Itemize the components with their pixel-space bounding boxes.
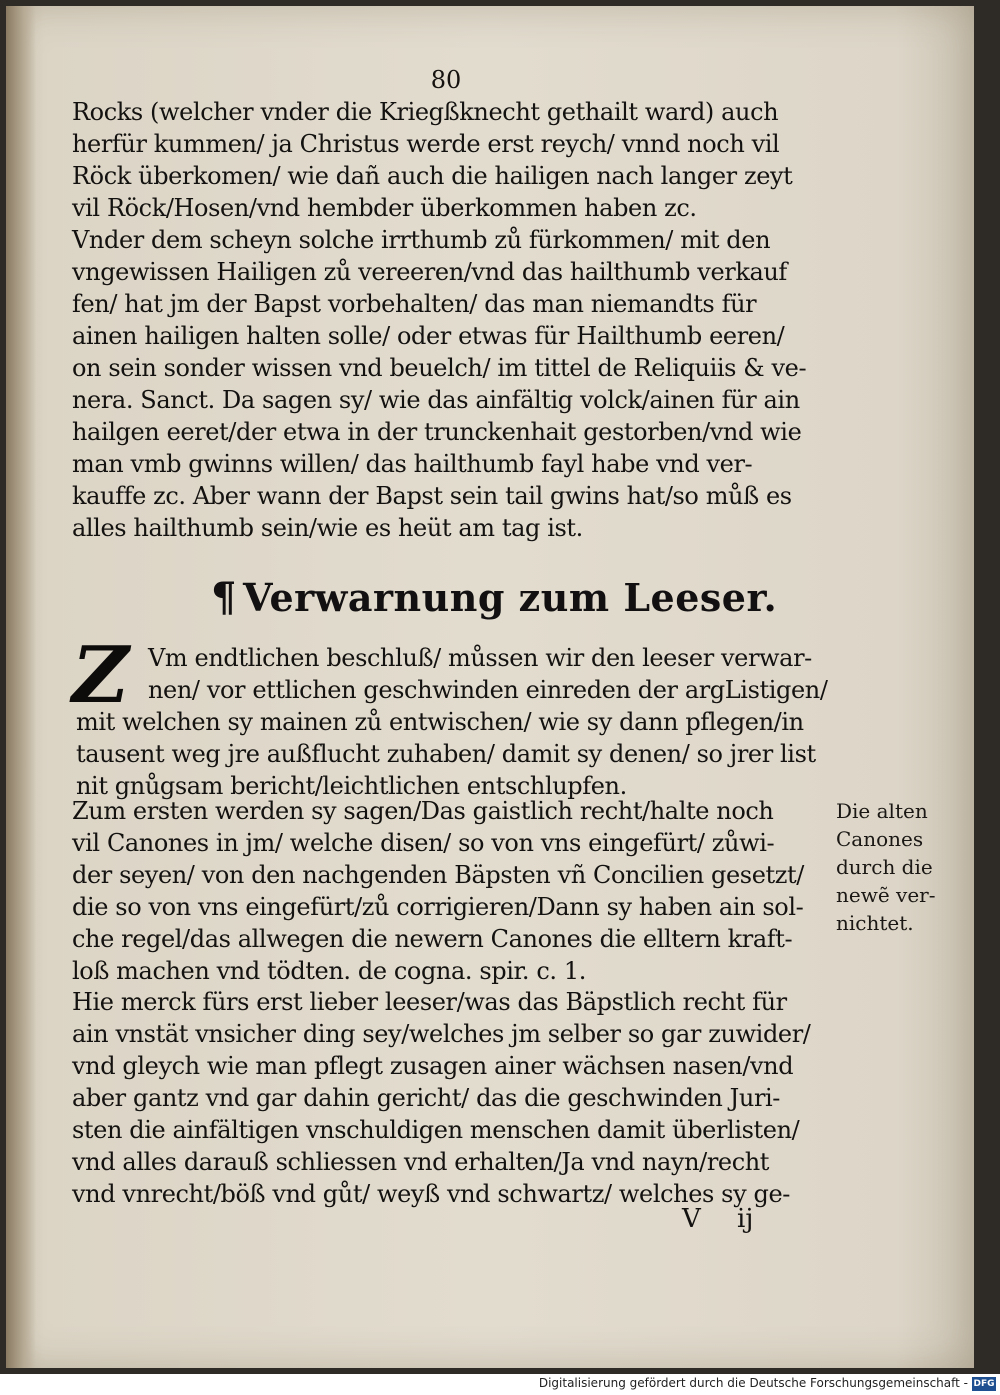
marginal-note-line: durch die xyxy=(836,855,933,879)
page-number: 80 xyxy=(430,66,462,94)
digitization-footer xyxy=(0,1374,1000,1395)
marginal-note xyxy=(836,797,976,937)
paragraph-1 xyxy=(72,96,832,224)
text-line: Vnder dem scheyn solche irrthumb zů fürkommen/ mit den xyxy=(72,226,771,254)
paragraph-5 xyxy=(72,986,832,1210)
text-line: herfür kummen/ ja Christus werde erst reych/ vnnd noch vil xyxy=(72,130,780,158)
text-line: ain vnstät vnsicher ding sey/welches jm selber so gar zuwider/ xyxy=(72,1020,811,1048)
text-line: nen/ vor ettlichen geschwinden einreden der argListigen/ xyxy=(148,676,828,704)
text-line: sten die ainfältigen vnschuldigen menschen damit überlisten/ xyxy=(72,1116,800,1144)
text-line: che regel/das allwegen die newern Canones die elltern kraft- xyxy=(72,925,793,953)
text-line: mit welchen sy mainen zů entwischen/ wie sy dann pflegen/in xyxy=(76,708,804,736)
marginal-note-line: nichtet. xyxy=(836,911,914,935)
text-line: aber gantz vnd gar dahin gericht/ das die geschwinden Juri- xyxy=(72,1084,781,1112)
text-line: Zum ersten werden sy sagen/Das gaistlich recht/halte noch xyxy=(72,797,774,825)
marginal-note-line: newẽ ver- xyxy=(836,883,936,907)
drop-cap-initial: Z xyxy=(72,630,129,721)
marginal-note-line: Die alten xyxy=(836,799,928,823)
text-line: on sein sonder wissen vnd beuelch/ im tittel de Reliquiis & ve- xyxy=(72,354,807,382)
text-line: vnd alles darauß schliessen vnd erhalten/Ja vnd nayn/recht xyxy=(72,1148,770,1176)
text-line: Röck überkomen/ wie dañ auch die hailigen nach langer zeyt xyxy=(72,162,793,190)
signature-mark: V ij xyxy=(682,1204,754,1234)
text-line: hailgen eeret/der etwa in der trunckenhait gestorben/vnd wie xyxy=(72,418,802,446)
text-line: vngewissen Hailigen zů vereeren/vnd das hailthumb verkauf xyxy=(72,258,787,286)
text-line: vnd vnrecht/böß vnd gůt/ weyß vnd schwartz/ welches sy ge- xyxy=(72,1180,790,1208)
text-line: Vm endtlichen beschluß/ můssen wir den leeser verwar- xyxy=(148,644,812,672)
page-spine-shadow xyxy=(6,6,36,1368)
text-line: tausent weg jre außflucht zuhaben/ damit sy denen/ so jrer list xyxy=(76,740,816,768)
text-line: fen/ hat jm der Bapst vorbehalten/ das man niemandts für xyxy=(72,290,757,318)
text-line: ainen hailigen halten solle/ oder etwas für Hailthumb eeren/ xyxy=(72,322,785,350)
text-line: vil Canones in jm/ welche disen/ so von vns eingefürt/ zůwi- xyxy=(72,829,775,857)
pilcrow-icon: ¶ xyxy=(211,574,237,621)
dfg-logo-icon: DFG xyxy=(973,1379,995,1389)
text-line: alles hailthumb sein/wie es heüt am tag ist. xyxy=(72,514,583,542)
paragraph-2 xyxy=(72,224,832,544)
text-line: loß machen vnd tödten. de cogna. spir. c. 1. xyxy=(72,957,586,985)
section-heading-text: Verwarnung zum Leeser. xyxy=(242,575,778,620)
text-line: Hie merck fürs erst lieber leeser/was das Bäpstlich recht für xyxy=(72,988,787,1016)
book-page xyxy=(6,6,974,1368)
footer-credit-text: Digitalisierung gefördert durch die Deutsche Forschungsgemeinschaft - xyxy=(538,1376,968,1390)
text-line: Rocks (welcher vnder die Kriegßknecht gethailt ward) auch xyxy=(72,98,779,126)
text-line: nera. Sanct. Da sagen sy/ wie das ainfältig volck/ainen für ain xyxy=(72,386,800,414)
text-line: man vmb gwinns willen/ das hailthumb fayl habe vnd ver- xyxy=(72,450,753,478)
text-line: nit gnůgsam bericht/leichtlichen entschlupfen. xyxy=(76,772,627,800)
text-line: vil Röck/Hosen/vnd hembder überkommen haben zc. xyxy=(72,194,697,222)
text-line: kauffe zc. Aber wann der Bapst sein tail gwins hat/so můß es xyxy=(72,482,792,510)
paragraph-3 xyxy=(76,642,836,802)
text-line: die so von vns eingefürt/zů corrigieren/Dann sy haben ain sol- xyxy=(72,893,804,921)
section-heading xyxy=(211,574,778,621)
marginal-note-line: Canones xyxy=(836,827,924,851)
text-line: der seyen/ von den nachgenden Bäpsten vñ Concilien gesetzt/ xyxy=(72,861,804,889)
paragraph-4 xyxy=(72,795,832,987)
text-line: vnd gleych wie man pflegt zusagen ainer wächsen nasen/vnd xyxy=(72,1052,794,1080)
